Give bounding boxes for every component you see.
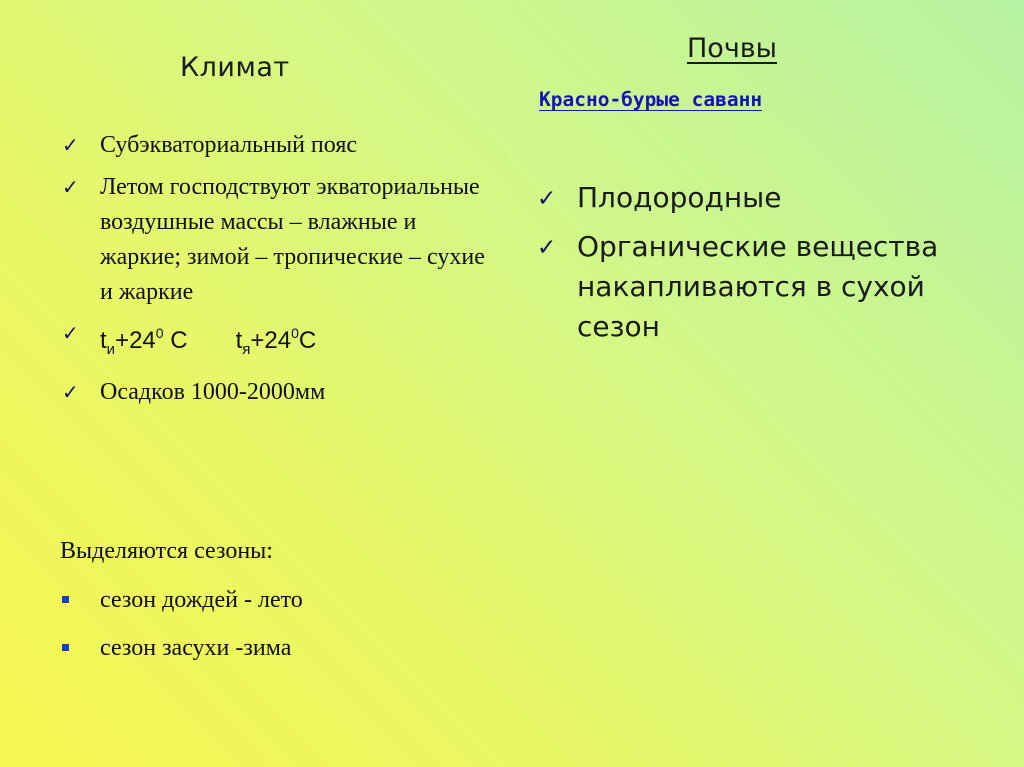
square-bullet-icon [62, 596, 69, 603]
list-item-text: Органические вещества накапливаются в сухой сезон [577, 230, 939, 343]
check-icon: ✓ [62, 321, 79, 345]
list-item-text: сезон дождей - лето [100, 587, 303, 613]
winter-unit: C [298, 327, 317, 354]
seasons-list [60, 583, 500, 679]
climate-list [60, 128, 500, 421]
soils-heading: Почвы [687, 33, 778, 64]
list-item [60, 583, 500, 618]
climate-heading: Климат [180, 52, 290, 83]
summer-symbol: t [100, 327, 107, 354]
summer-unit: C [163, 327, 188, 354]
winter-symbol: t [235, 327, 243, 354]
list-item [60, 128, 500, 163]
seasons-title: Выделяются сезоны: [60, 538, 273, 564]
soils-subheading: Красно-бурые саванн [539, 88, 763, 111]
list-item-text: Субэкваториальный пояс [100, 132, 358, 158]
check-icon: ✓ [537, 235, 557, 261]
temperature-text [100, 325, 317, 358]
soils-list [535, 178, 995, 356]
check-icon: ✓ [62, 380, 79, 404]
precipitation-text: Осадков 1000-2000мм [100, 379, 326, 405]
square-bullet-icon [62, 644, 69, 651]
list-item [535, 227, 995, 347]
temperature-item [60, 316, 500, 367]
winter-degree: 0 [291, 325, 299, 341]
check-icon: ✓ [537, 186, 557, 212]
summer-degree: 0 [155, 325, 164, 341]
list-item [535, 178, 995, 218]
summer-sub: и [106, 341, 116, 358]
list-item [60, 170, 500, 310]
winter-sub: я [242, 341, 251, 358]
list-item [60, 375, 500, 410]
list-item-text: Летом господствуют экваториальные воздушные массы – влажные и жаркие; зимой – тропические – сухие и жаркие [100, 174, 485, 305]
list-item-text: сезон засухи -зима [100, 635, 292, 661]
winter-value: +24 [250, 327, 292, 354]
list-item-text: Плодородные [577, 181, 782, 214]
check-icon: ✓ [62, 175, 79, 199]
list-item [60, 631, 500, 666]
check-icon: ✓ [62, 133, 79, 157]
summer-value: +24 [115, 327, 156, 354]
